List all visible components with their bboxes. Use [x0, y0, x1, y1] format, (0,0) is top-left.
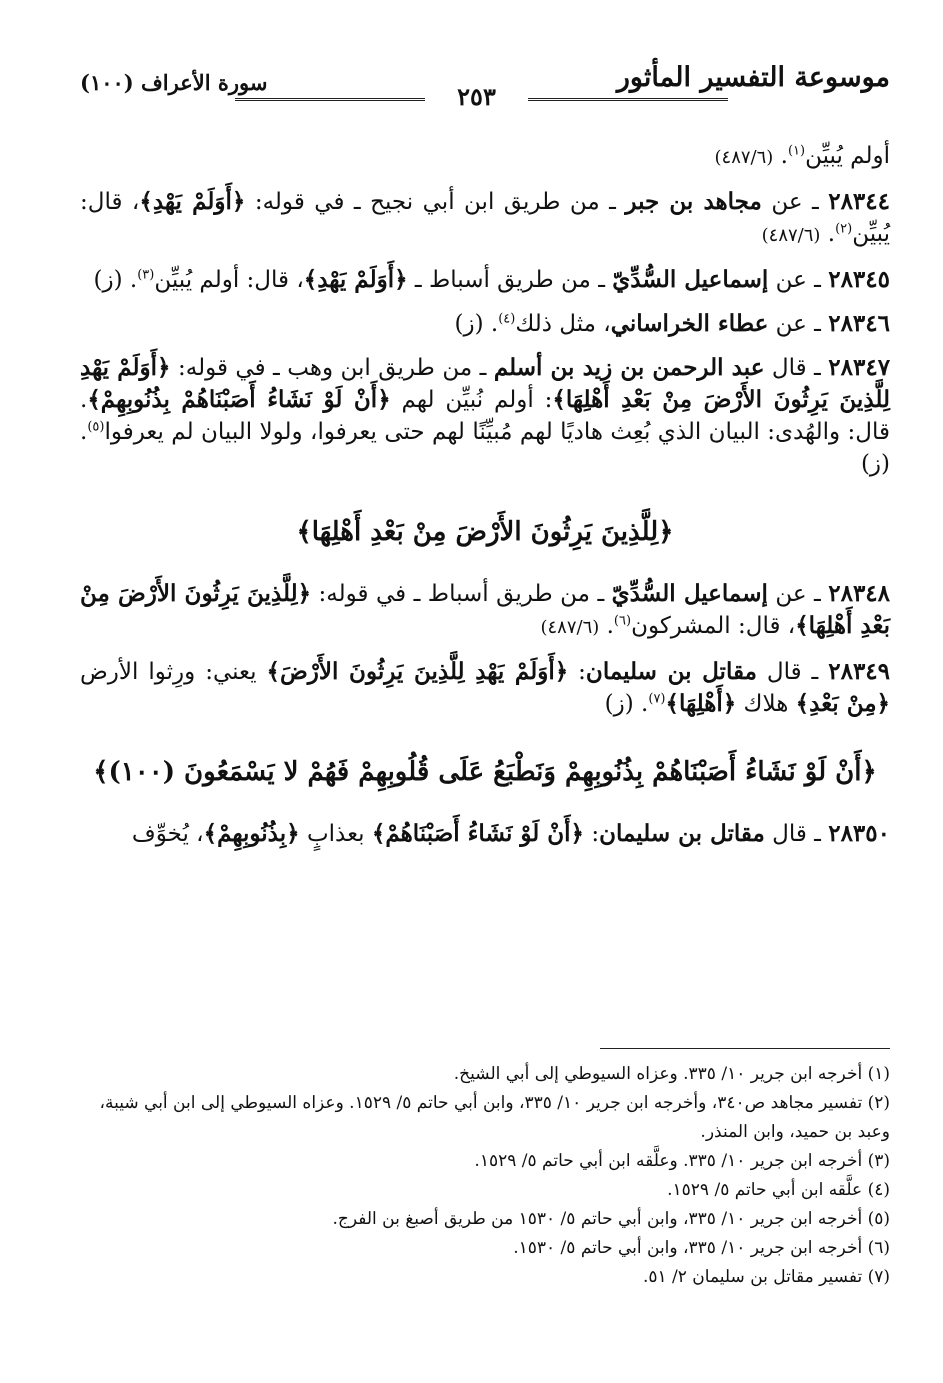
- ayah-heading: ﴿لِلَّذِينَ يَرِثُونَ الأَرْضَ مِنْ بَعْدِ أَهْلِهَا﴾: [296, 517, 674, 547]
- narration-28349: ٢٨٣٤٩ ـ قال مقاتل بن سليمان: ﴿أَوَلَمْ يَهْدِ لِلَّذِينَ يَرِثُونَ الأَرْضَ﴾ يعني: ورِثوا الأرض ﴿مِنْ بَعْدِ﴾ هلاك ﴿أَهْلِهَا﴾$^{(٧)}$. (ز): [80, 658, 891, 717]
- page-body: [80, 140, 890, 862]
- footnote-7: (٧) تفسير مقاتل بن سليمان ٢/ ٥١.: [642, 1267, 890, 1287]
- footnotes: [80, 1060, 890, 1292]
- page-header: [80, 58, 890, 111]
- quran-quote: ﴿أَنْ لَوْ نَشَاءُ أَصَبْنَاهُمْ بِذُنُوبِهِمْ﴾: [87, 386, 391, 413]
- narrator-name: مقاتل بن سليمان: [585, 658, 757, 685]
- page-number: ٢٥٣: [457, 82, 496, 111]
- narration-number: ٢٨٣٤٩: [828, 658, 891, 685]
- footnote-5: (٥) أخرجه ابن جرير ١٠/ ٣٣٥، وابن أبي حاتم ٥/ ١٥٣٠ من طريق أصبغ بن الفرج.: [332, 1209, 890, 1229]
- footnote-marker[interactable]: (٥): [87, 419, 105, 435]
- footnote-marker[interactable]: (٦): [613, 613, 632, 629]
- narration-number: ٢٨٣٤٥: [828, 266, 890, 293]
- footnote-4: (٤) علَّقه ابن أبي حاتم ٥/ ١٥٢٩.: [667, 1180, 890, 1200]
- narration-number: ٢٨٣٥٠: [828, 820, 890, 847]
- footnote-6: (٦) أخرجه ابن جرير ١٠/ ٣٣٥، وابن أبي حاتم ٥/ ١٥٣٠.: [513, 1238, 890, 1258]
- cross-reference: (٤٨٧/٦): [714, 147, 774, 168]
- narrator-name: إسماعيل السُّدِّيّ: [612, 266, 769, 293]
- paragraph-continuation: أولم يُبيِّن$^{(١)}$. (٤٨٧/٦): [714, 143, 890, 169]
- cross-reference: (٤٨٧/٦): [761, 225, 821, 246]
- narration-28347: ٢٨٣٤٧ ـ قال عبد الرحمن بن زيد بن أسلم ـ من طريق ابن وهب ـ في قوله: ﴿أَوَلَمْ يَهْدِ لِلَّذِينَ يَرِثُونَ الأَرْضَ مِنْ بَعْدِ أَهْلِهَا﴾: أولم نُبيِّن لهم ﴿أَنْ لَوْ نَشَاءُ أَصَبْنَاهُمْ بِذُنُوبِهِمْ﴾. قال: والهُدى: البيان الذي بُعِث هاديًا لهم مُبيِّنًا لهم حتى يعرفوا، ولولا البيان لم يعرفوا$^{(٥)}$. (ز): [80, 354, 891, 477]
- narration-28346: ٢٨٣٤٦ ـ عن عطاء الخراساني، مثل ذلك$^{(٤)}$. (ز): [454, 310, 890, 337]
- footnote-marker[interactable]: (٢): [835, 221, 853, 237]
- footnote-marker[interactable]: (٣): [137, 267, 155, 283]
- quran-quote: ﴿أَوَلَمْ يَهْدِ لِلَّذِينَ يَرِثُونَ الأَرْضَ مِنْ بَعْدِ أَهْلِهَا﴾: [80, 354, 891, 413]
- narrator-name: عبد الرحمن بن زيد بن أسلم: [493, 354, 765, 381]
- footnote-2: (٢) تفسير مجاهد ص٣٤٠، وأخرجه ابن جرير ١٠/ ٣٣٥، وابن أبي حاتم ٥/ ١٥٢٩. وعزاه السيوطي إلى ابن أبي شيبة، وعبد بن حميد، وابن المنذر.: [99, 1093, 890, 1142]
- book-title: موسوعة التفسير المأثور: [616, 62, 890, 93]
- narration-number: ٢٨٣٤٤: [828, 188, 890, 215]
- narration-number: ٢٨٣٤٦: [828, 310, 890, 337]
- footnote-3: (٣) أخرجه ابن جرير ١٠/ ٣٣٥. وعلَّقه ابن أبي حاتم ٥/ ١٥٢٩.: [474, 1151, 890, 1171]
- footnote-separator: [600, 1048, 890, 1049]
- narration-28344: ٢٨٣٤٤ ـ عن مجاهد بن جبر ـ من طريق ابن أبي نجيح ـ في قوله: ﴿أَوَلَمْ يَهْدِ﴾، قال: يُبيِّن$^{(٢)}$. (٤٨٧/٦): [80, 188, 890, 247]
- quran-quote: ﴿أَوَلَمْ يَهْدِ﴾: [303, 266, 408, 293]
- quran-quote: ﴿مِنْ بَعْدِ﴾: [795, 690, 890, 717]
- narrator-name: مجاهد بن جبر: [625, 188, 762, 215]
- narrator-name: مقاتل بن سليمان: [599, 820, 765, 847]
- narration-number: ٢٨٣٤٧: [828, 354, 891, 381]
- narration-28345: ٢٨٣٤٥ ـ عن إسماعيل السُّدِّيّ ـ من طريق أسباط ـ ﴿أَوَلَمْ يَهْدِ﴾، قال: أولم يُبيِّن$^{(٣)}$. (ز): [93, 266, 890, 293]
- cross-reference: (٤٨٧/٦): [540, 617, 600, 638]
- quran-quote: ﴿أَنْ لَوْ نَشَاءُ أَصَبْنَاهُمْ﴾: [371, 820, 585, 847]
- narration-28348: ٢٨٣٤٨ ـ عن إسماعيل السُّدِّيّ ـ من طريق أسباط ـ في قوله: ﴿لِلَّذِينَ يَرِثُونَ الأَرْضَ مِنْ بَعْدِ أَهْلِهَا﴾، قال: المشركون$^{(٦)}$. (٤٨٧/٦): [80, 580, 891, 639]
- footnote-marker[interactable]: (٧): [648, 691, 666, 707]
- header-rule-left: [235, 98, 425, 101]
- surah-label: سورة الأعراف (١٠٠): [80, 70, 268, 95]
- narrator-name: عطاء الخراساني: [610, 310, 769, 337]
- quran-quote: ﴿أَوَلَمْ يَهْدِ لِلَّذِينَ يَرِثُونَ الأَرْضَ﴾: [266, 658, 569, 685]
- footnote-marker[interactable]: (١): [787, 143, 806, 159]
- footnote-1: (١) أخرجه ابن جرير ١٠/ ٣٣٥. وعزاه السيوطي إلى أبي الشيخ.: [453, 1064, 890, 1084]
- quran-quote: ﴿بِذُنُوبِهِمْ﴾: [203, 820, 300, 847]
- narration-number: ٢٨٣٤٨: [828, 580, 891, 607]
- header-rule-right: [528, 98, 728, 101]
- narration-28350: ٢٨٣٥٠ ـ قال مقاتل بن سليمان: ﴿أَنْ لَوْ نَشَاءُ أَصَبْنَاهُمْ﴾ بعذابٍ ﴿بِذُنُوبِهِمْ﴾، يُخوِّف: [131, 820, 890, 847]
- narrator-name: إسماعيل السُّدِّيّ: [611, 580, 768, 607]
- quran-quote: ﴿لِلَّذِينَ يَرِثُونَ الأَرْضَ مِنْ بَعْدِ أَهْلِهَا﴾: [80, 580, 890, 639]
- quran-quote: ﴿أَهْلِهَا﴾: [665, 690, 737, 717]
- book-page: [80, 58, 890, 1348]
- ayah-heading: ﴿أَنْ لَوْ نَشَاءُ أَصَبْنَاهُمْ بِذُنُوبِهِمْ وَنَطْبَعُ عَلَى قُلُوبِهِمْ فَهُمْ لا يَسْمَعُونَ (١٠٠)﴾: [93, 757, 877, 787]
- footnote-marker[interactable]: (٤): [498, 311, 516, 327]
- quran-quote: ﴿أَوَلَمْ يَهْدِ﴾: [139, 188, 246, 215]
